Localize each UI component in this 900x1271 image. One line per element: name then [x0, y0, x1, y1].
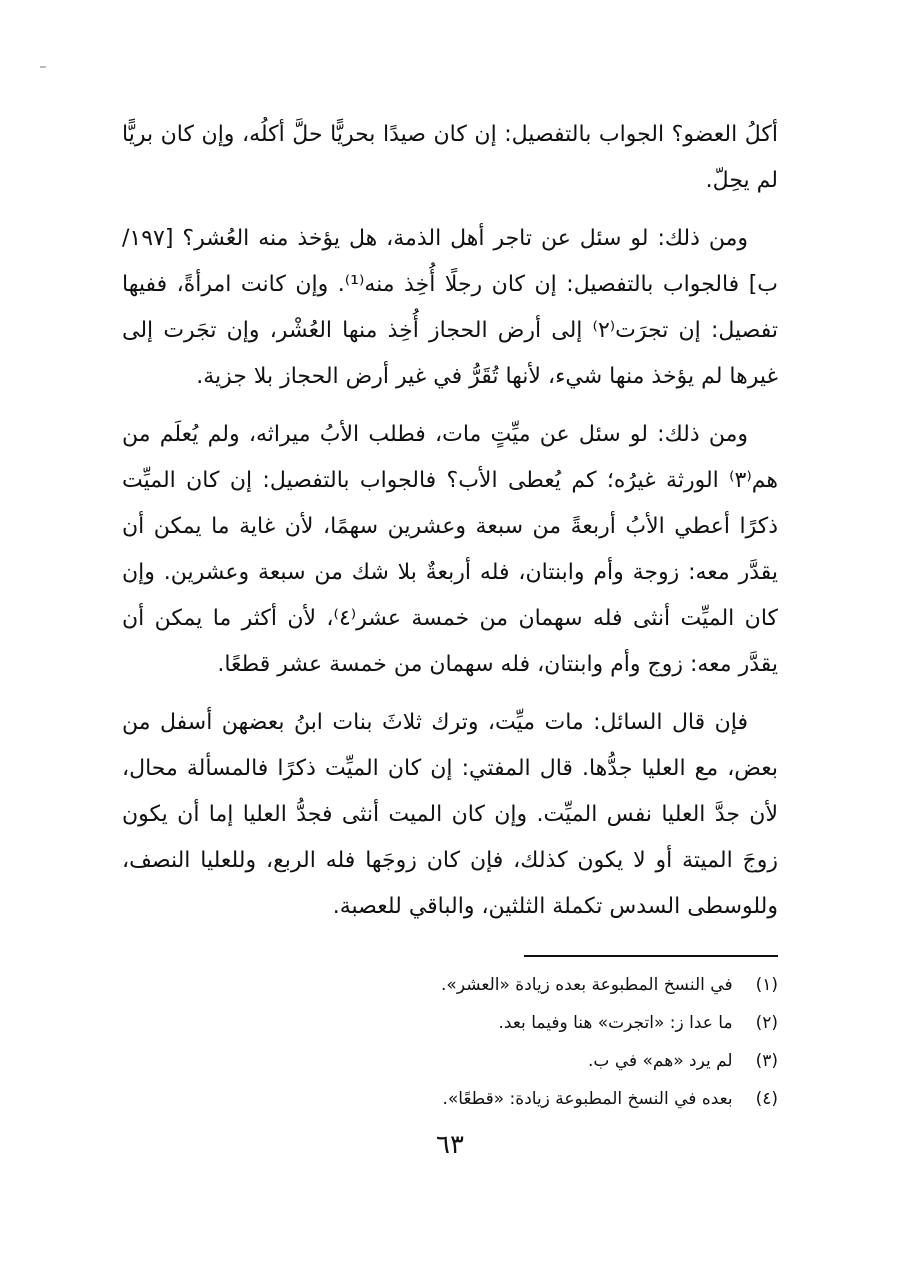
paragraph-3: ومن ذلك: لو سئل عن ميِّتٍ مات، فطلب الأبُ ميراثه، ولم يُعلَم من هم⁽٣⁾ الورثة غيرُه؛ كم يُعطى الأب؟ فالجواب بالتفصيل: إن كان الميِّت ذكرًا أعطي الأبُ أربعةً من سبعة وعشرين سهمًا، لأن غاية ما يمكن أن يقدَّر معه: زوجة وأم وابنتان، فله أربعةٌ بلا شك من سبعة وعشرين. وإن كان الميِّت أنثى فله سهمان من خمسة عشر⁽٤⁾، لأن أكثر ما يمكن أن يقدَّر معه: زوج وأم وابنتان، فله سهمان من خمسة عشر قطعًا.: [122, 422, 779, 677]
page-number: ٦٣: [436, 1130, 464, 1160]
footnote-number: (٤): [755, 1089, 778, 1109]
footnote-text: في النسخ المطبوعة بعده زيادة «العشر».: [441, 975, 733, 995]
footnote-3: [122, 1042, 778, 1080]
footnote-text: بعده في النسخ المطبوعة زيادة: «قطعًا».: [442, 1089, 733, 1109]
footnote-number: (٢): [755, 1013, 778, 1033]
paragraph-1: أكلُ العضو؟ الجواب بالتفصيل: إن كان صيدًا بحريًّا حلَّ أكلُه، وإن كان بريًّا لم يحِلّ.: [122, 122, 778, 193]
paragraph-4: فإن قال السائل: مات ميِّت، وترك ثلاثَ بنات ابنُ بعضهن أسفل من بعض، مع العليا جدُّها. قال المفتي: إن كان الميِّت ذكرًا فالمسألة محال، لأن جدَّ العليا نفس الميِّت. وإن كان الميت أنثى فجدُّ العليا إما أن يكون زوجَ الميتة أو لا يكون كذلك، فإن كان زوجَها فله الربع، وللعليا النصف، وللوسطى السدس تكملة الثلثين، والباقي للعصبة.: [122, 710, 778, 919]
footnote-number: (١): [755, 975, 778, 995]
paragraph-2: ومن ذلك: لو سئل عن تاجر أهل الذمة، هل يؤخذ منه العُشر؟ [١٩٧/ب] فالجواب بالتفصيل: إن كان رجلًا أُخِذ منه⁽¹⁾. وإن كانت امرأةً، ففيها تفصيل: إن تجرَت⁽٢⁾ إلى أرض الحجاز أُخِذ منها العُشْر، وإن تجَرت إلى غيرها لم يؤخذ منها شيء، لأنها تُقَرُّ في غير أرض الحجاز بلا جزية.: [122, 226, 778, 389]
main-text: [122, 112, 778, 942]
footnotes: [122, 966, 778, 1118]
footnote-1: [122, 966, 778, 1004]
footnote-number: (٣): [755, 1051, 778, 1071]
footnote-text: لم يرد «هم» في ب.: [588, 1051, 733, 1071]
footnote-separator: [524, 955, 778, 957]
footnote-text: ما عدا ز: «اتجرت» هنا وفيما بعد.: [498, 1013, 733, 1033]
scan-mark: [40, 66, 46, 68]
footnote-2: [122, 1004, 778, 1042]
footnote-4: [122, 1080, 778, 1118]
